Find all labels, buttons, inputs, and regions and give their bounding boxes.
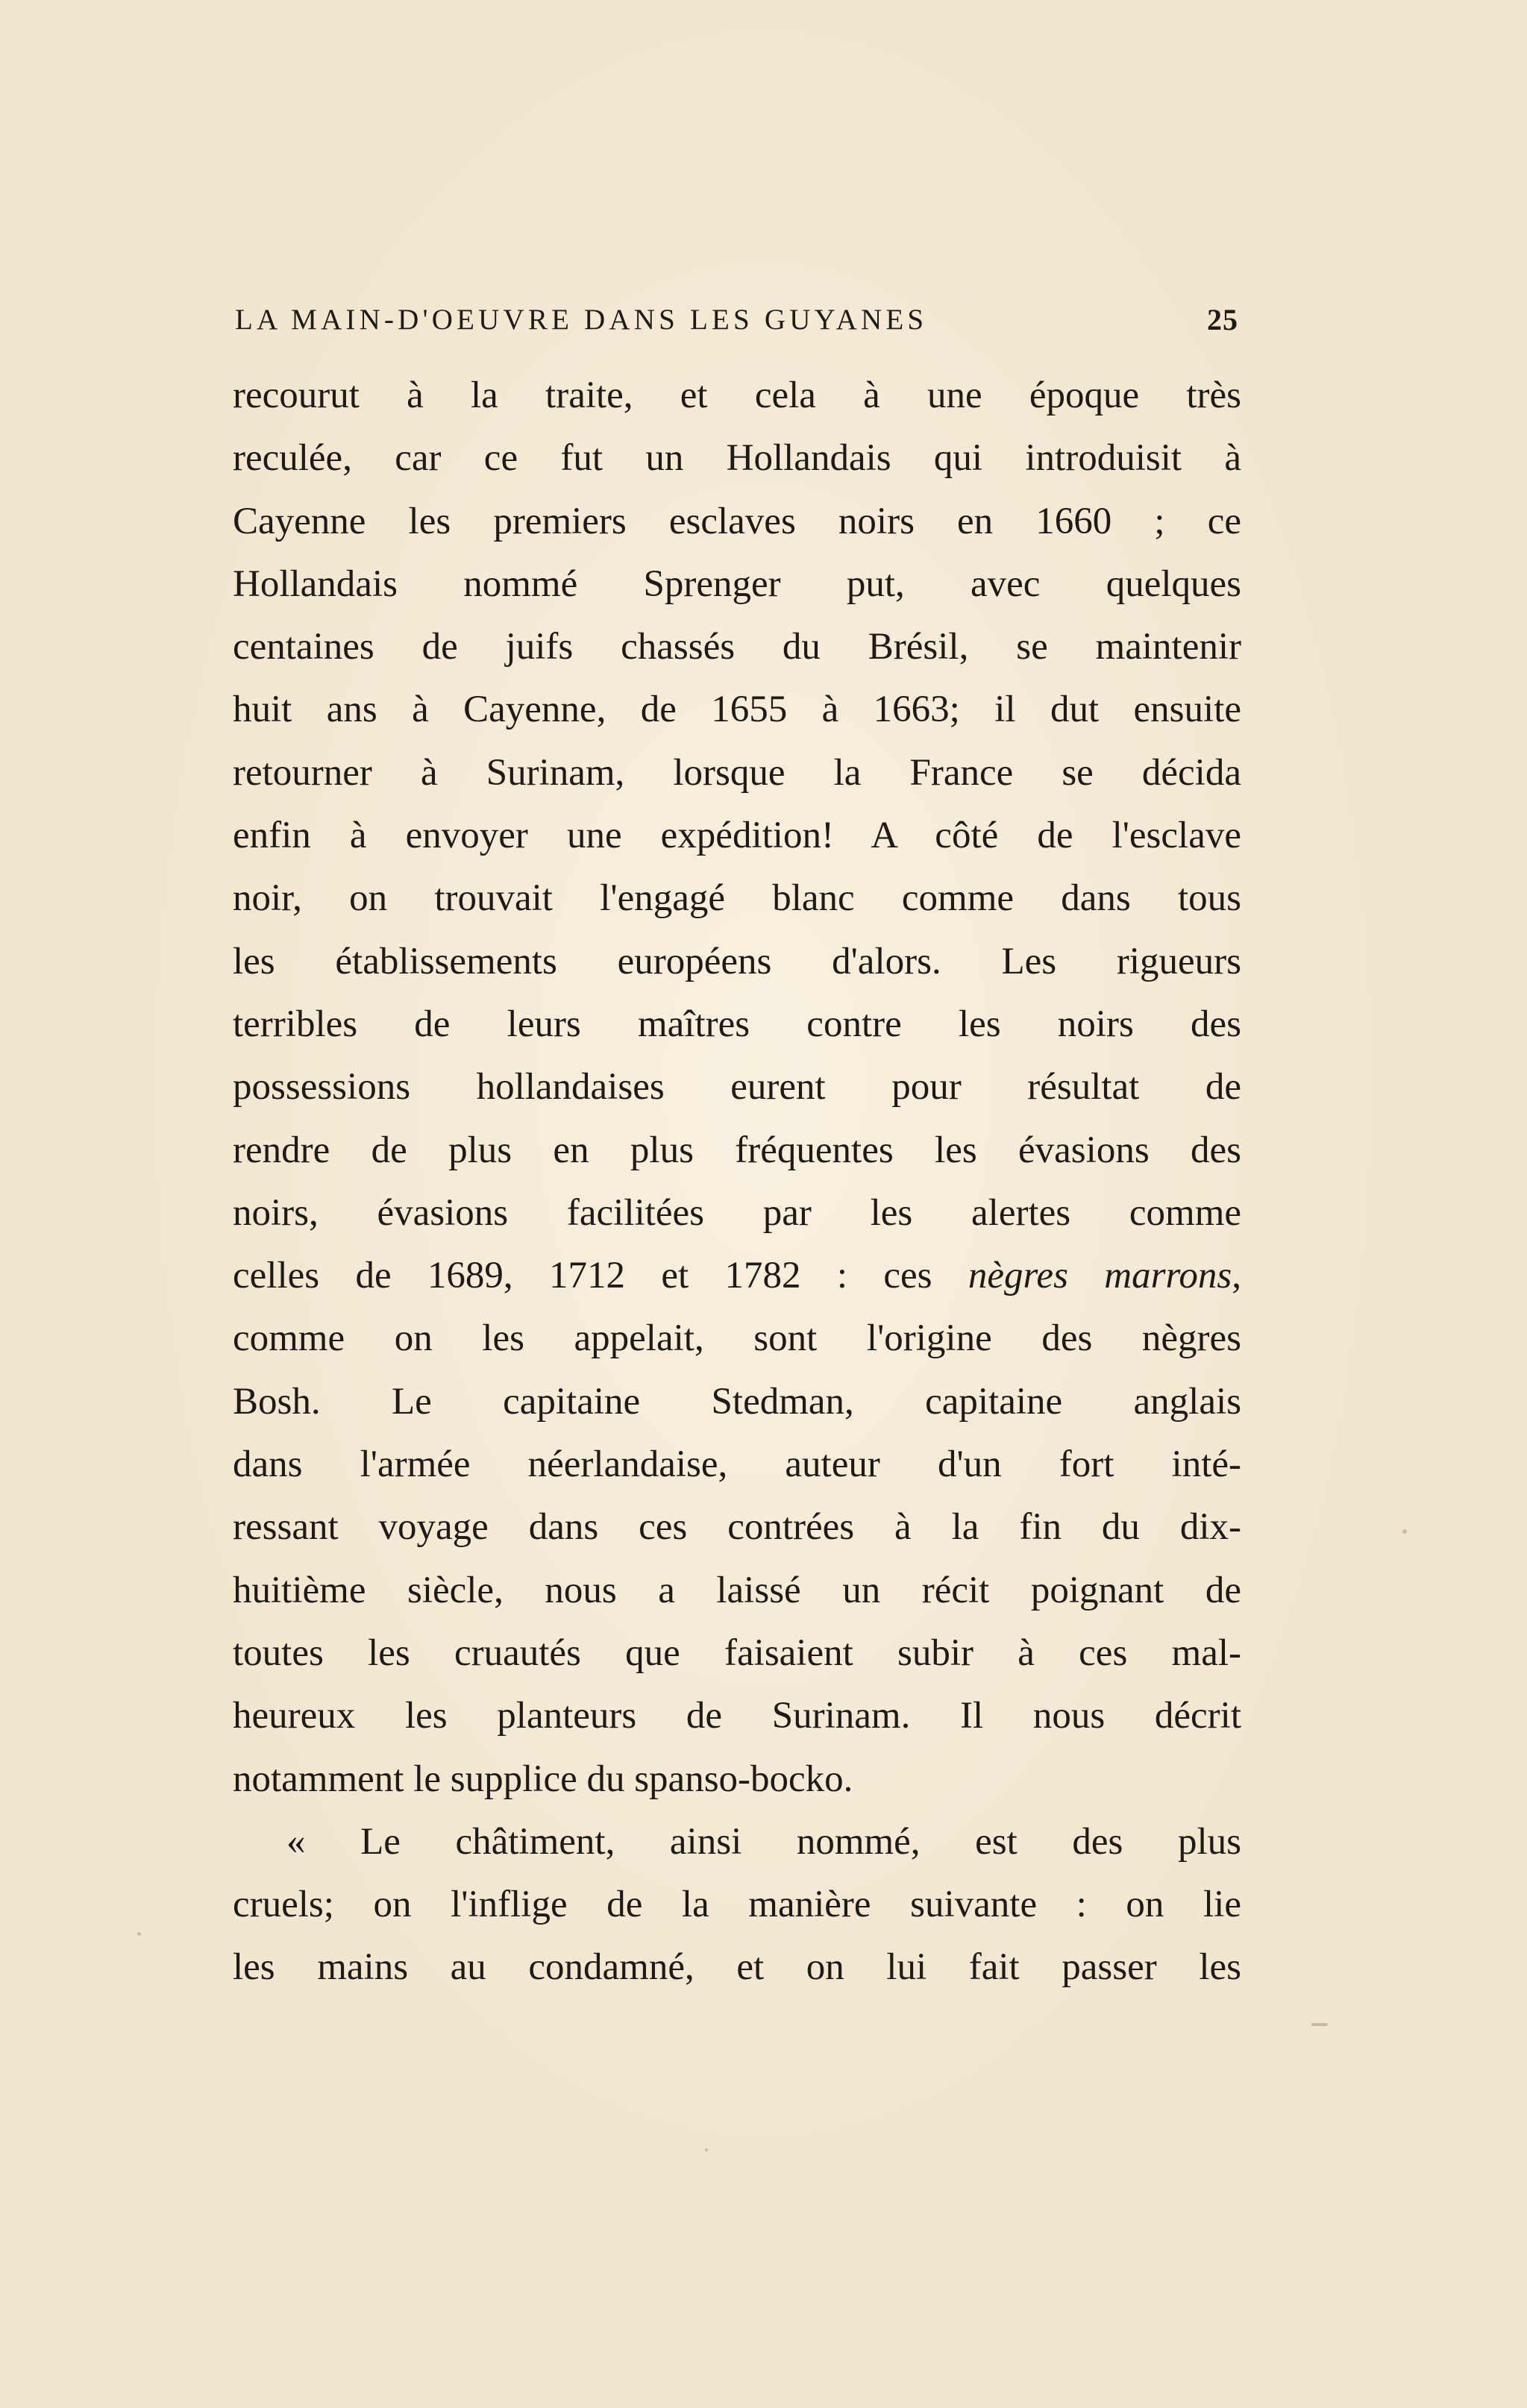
text-line: recourut à la traite, et cela à une époque très: [233, 374, 1241, 416]
italic-term: nègres marrons: [968, 1255, 1232, 1297]
text-line: les établissements européens d'alors. Les rigueurs: [233, 940, 1241, 982]
text-line: possessions hollandaises eurent pour résultat de: [233, 1066, 1241, 1109]
text-line: retourner à Surinam, lorsque la France se décida: [233, 751, 1241, 794]
text-line: cruels; on l'inflige de la manière suivante : on lie: [233, 1884, 1241, 1926]
paper-speck: [1311, 2023, 1328, 2026]
text-line: centaines de juifs chassés du Brésil, se maintenir: [233, 626, 1241, 668]
page-number: 25: [1207, 302, 1238, 336]
text-line: huit ans à Cayenne, de 1655 à 1663; il dut ensuite: [233, 689, 1241, 731]
text-line: Cayenne les premiers esclaves noirs en 1660 ; ce: [233, 500, 1241, 542]
text-line-with-italic: [233, 1244, 1241, 1307]
running-header: [235, 297, 1238, 342]
text-line: Bosh. Le capitaine Stedman, capitaine anglais: [233, 1380, 1241, 1423]
body-text: [233, 364, 1241, 1999]
text-line: noir, on trouvait l'engagé blanc comme dans tous: [233, 877, 1241, 920]
text-line: dans l'armée néerlandaise, auteur d'un fort inté-: [233, 1443, 1241, 1486]
text-line: comme on les appelait, sont l'origine des nègres: [233, 1317, 1241, 1360]
text-line: rendre de plus en plus fréquentes les évasions des: [233, 1129, 1241, 1171]
text-line: les mains au condamné, et on lui fait passer les: [233, 1946, 1241, 1989]
running-title: LA MAIN-D'OEUVRE DANS LES GUYANES: [235, 303, 928, 336]
text-line: toutes les cruautés que faisaient subir à ces mal-: [233, 1631, 1241, 1674]
paper-speck: [1402, 1529, 1407, 1534]
text-segment: celles de 1689, 1712 et 1782 : ces: [233, 1255, 968, 1297]
text-line: terribles de leurs maîtres contre les noirs des: [233, 1003, 1241, 1045]
text-line: huitième siècle, nous a laissé un récit poignant de: [233, 1569, 1241, 1611]
paper-speck: [137, 1932, 141, 1936]
text-line: Hollandais nommé Sprenger put, avec quelques: [233, 562, 1241, 605]
paragraph-last-line: notamment le supplice du spanso-bocko.: [233, 1758, 853, 1800]
text-line: ressant voyage dans ces contrées à la fin du dix-: [233, 1506, 1241, 1549]
quote-first-line: « Le châtiment, ainsi nommé, est des plus: [286, 1820, 1241, 1863]
text-line: reculée, car ce fut un Hollandais qui introduisit à: [233, 437, 1241, 480]
text-segment: ,: [1232, 1255, 1241, 1297]
text-line: noirs, évasions facilitées par les alertes comme: [233, 1191, 1241, 1234]
paper-speck: [705, 2148, 708, 2151]
text-line: heureux les planteurs de Surinam. Il nous décrit: [233, 1695, 1241, 1737]
text-line: enfin à envoyer une expédition! A côté de l'esclave: [233, 815, 1241, 857]
